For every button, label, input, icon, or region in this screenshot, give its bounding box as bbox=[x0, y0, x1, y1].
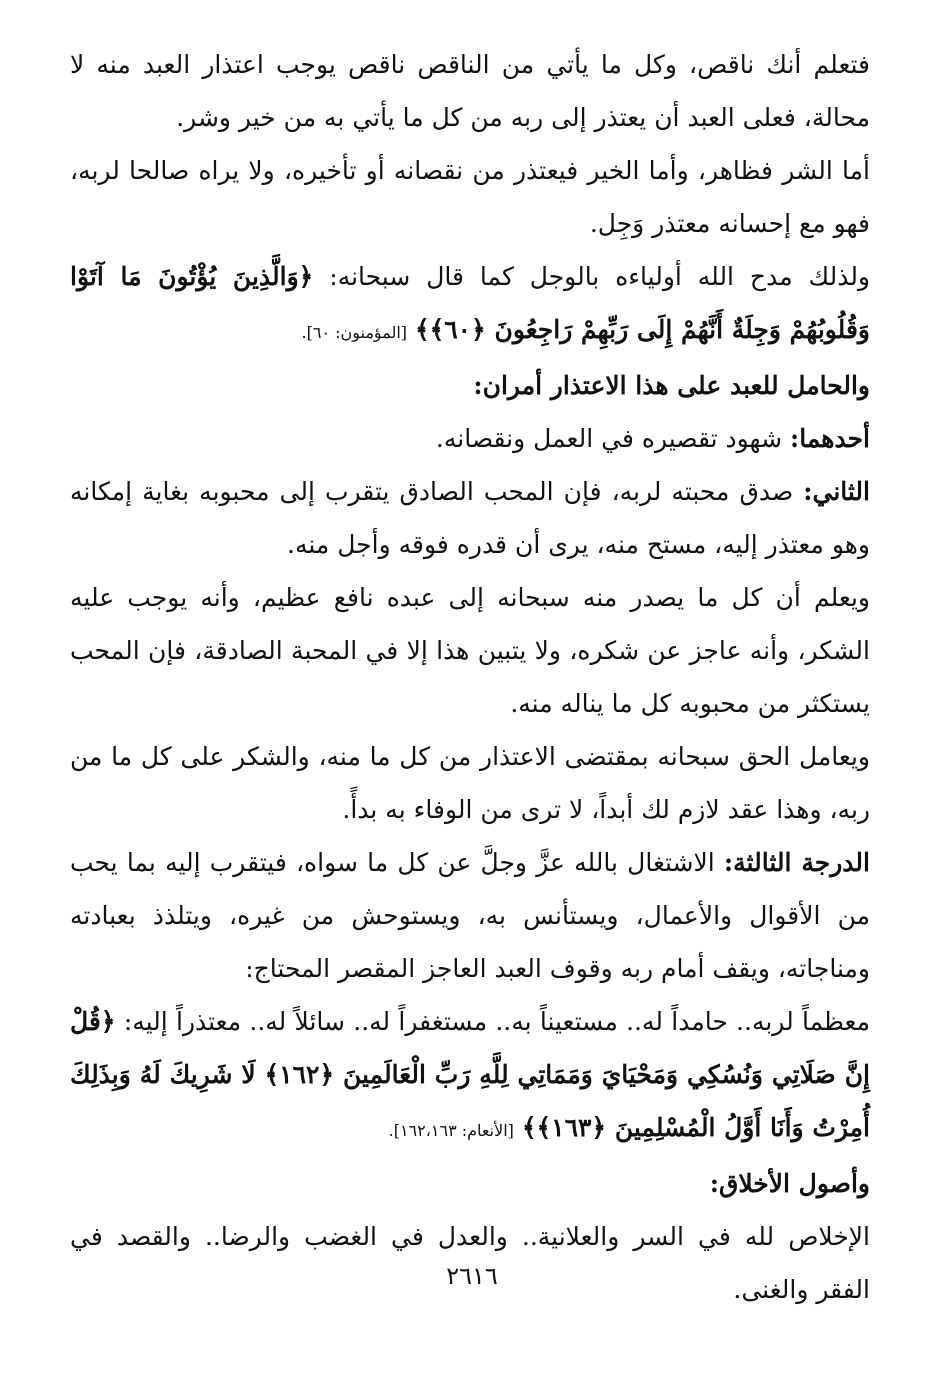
first-matter-lead: أحدهما: bbox=[789, 424, 870, 453]
verse-paragraph-1 bbox=[70, 250, 870, 359]
verse-reference-2: [الأنعام: ١٦٢،١٦٣]. bbox=[388, 1121, 514, 1140]
third-degree-text: الاشتغال بالله عزَّ وجلَّ عن كل ما سواه، فيتقرب إليه بما يحب من الأقوال والأعمال، ويستأنس به، ويستوحش من غيره، ويتلذذ بعبادته ومناجاته، ويقف أمام ربه وقوف العبد العاجز المقصر المحتاج: bbox=[70, 848, 870, 983]
paragraph-4: ويعامل الحق سبحانه بمقتضى الاعتذار من كل ما منه، والشكر على كل ما من ربه، وهذا عقد لازم لك أبداً، لا ترى من الوفاء به بدأً. bbox=[70, 742, 870, 824]
verse-reference-1: [المؤمنون: ٦٠]. bbox=[301, 323, 407, 342]
quran-verse-1: ﴿وَالَّذِينَ يُؤْتُونَ مَا آتَوْا وَقُلُوبُهُمْ وَجِلَةٌ أَنَّهُمْ إِلَى رَبِّهِمْ رَاجِعُونَ ﴿٦٠﴾﴾ bbox=[70, 262, 870, 344]
verse-intro-2: معظماً لربه.. حامداً له.. مستعيناً به.. مستغفراً له.. سائلاً له.. معتذراً إليه: bbox=[123, 1007, 870, 1036]
paragraph-1: فتعلم أنك ناقص، وكل ما يأتي من الناقص ناقص يوجب اعتذار العبد منه لا محالة، فعلى العبد أن يعتذر إلى ربه من كل ما يأتي به من خير وشر. bbox=[70, 50, 870, 132]
third-degree-lead: الدرجة الثالثة: bbox=[723, 848, 870, 877]
paragraph-last: الإخلاص لله في السر والعلانية.. والعدل في الغضب والرضا.. والقصد في الفقر والغنى. bbox=[70, 1222, 870, 1304]
quran-verse-2: ﴿قُلْ إِنَّ صَلَاتِي وَنُسُكِي وَمَحْيَايَ وَمَمَاتِي لِلَّهِ رَبِّ الْعَالَمِينَ ﴿١٦٢﴾ لَا شَرِيكَ لَهُ وَبِذَلِكَ أُمِرْتُ وَأَنَا أَوَّلُ الْمُسْلِمِينَ ﴿١٦٣﴾﴾ bbox=[70, 1007, 870, 1142]
section-heading-2: وأصول الأخلاق: bbox=[709, 1169, 870, 1198]
verse-paragraph-2 bbox=[70, 995, 870, 1157]
paragraph-2: أما الشر فظاهر، وأما الخير فيعتذر من نقصانه أو تأخيره، ولا يراه صالحا لربه، فهو مع إحسانه معتذر وَجِل. bbox=[70, 156, 870, 238]
second-matter-text: صدق محبته لربه، فإن المحب الصادق يتقرب إلى محبوبه بغاية إمكانه وهو معتذر إليه، مستح منه، يرى أن قدره فوقه وأجل منه. bbox=[70, 477, 870, 559]
page-number: ٢٦١٦ bbox=[446, 1262, 498, 1290]
paragraph-3: ويعلم أن كل ما يصدر منه سبحانه إلى عبده نافع عظيم، وأنه يوجب عليه الشكر، وأنه عاجز عن شكره، ولا يتبين هذا إلا في المحبة الصادقة، فإن المحب يستكثر من محبوبه كل ما يناله منه. bbox=[70, 583, 870, 718]
second-matter-lead: الثاني: bbox=[803, 477, 870, 506]
verse-intro-1: ولذلك مدح الله أولياءه بالوجل كما قال سبحانه: bbox=[329, 262, 871, 291]
section-heading-1: والحامل للعبد على هذا الاعتذار أمران: bbox=[473, 371, 870, 400]
third-degree bbox=[70, 836, 870, 995]
second-matter bbox=[70, 465, 870, 571]
first-matter bbox=[70, 412, 870, 465]
first-matter-text: شهود تقصيره في العمل ونقصانه. bbox=[435, 424, 790, 453]
page-body bbox=[70, 38, 870, 1316]
